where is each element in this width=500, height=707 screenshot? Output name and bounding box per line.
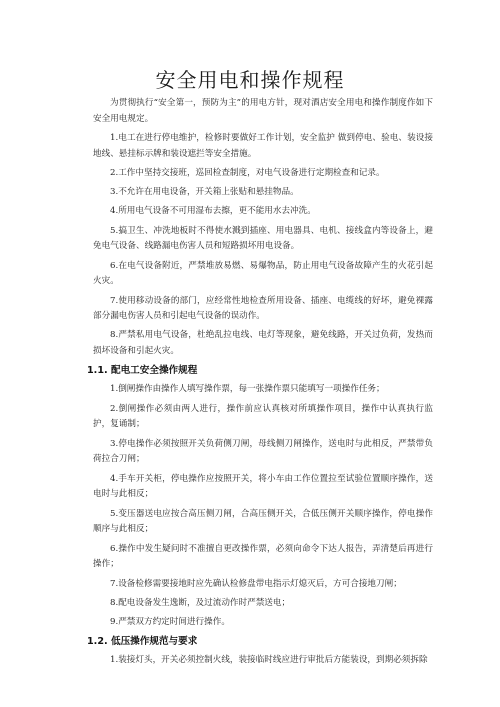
section-item: 4.手车开关柜，停电操作应按照开关，将小车由工作位置拉至试验位置顺序操作，送电时与此相反；	[93, 473, 433, 500]
section-heading: 1.2. 低压操作规范与要求	[87, 636, 198, 648]
section-heading: 1.1. 配电工安全操作规程	[87, 365, 198, 377]
section-item: 2.倒闸操作必须由两人进行，操作前应认真核对所填操作项目，操作中认真执行监护，复诵制；	[93, 403, 433, 430]
section-item: 1.装接灯头，开关必须控制火线，装接临时线应进行审批后方能装设，到期必须拆除	[110, 655, 428, 666]
section-item: 9.严禁双方约定时间进行操作。	[110, 616, 230, 627]
section-item: 8.配电设备发生逸断，及过流动作时严禁送电；	[110, 597, 291, 608]
intro-paragraph: 为贯彻执行“安全第一，预防为主”的用电方针，现对酒店安全用电和操作制度作如下安全用电规定。	[93, 98, 433, 124]
rule-paragraph: 1.电工在进行停电维护，检修时要做好工作计划，安全监护 做到停电、验电、装设接地线、悬挂标示牌和装设遮拦等安全措施。	[93, 132, 433, 159]
rule-paragraph: 2.工作中坚持交接班，巡回检查制度，对电气设备进行定期检查和记录。	[110, 167, 385, 178]
section-item: 6.操作中发生疑问时不准擅自更改操作票，必须向命令下达人报告，弄清楚后再进行操作；	[93, 543, 433, 570]
document-title: 安全用电和操作规程	[155, 68, 345, 92]
rule-paragraph: 8.严禁私用电气设备，杜绝乱拉电线、电灯等现象，避免线路，开关过负荷，发热而损坏设备和引起火灾。	[93, 330, 433, 357]
rule-paragraph: 7.使用移动设备的部门，应经常性地检查所用设备、插座、电缆线的好坏，避免裸露部分漏电伤害人员和引起电气设备的误动作。	[93, 295, 433, 322]
rule-paragraph: 6.在电气设备附近，严禁堆放易燃、易爆物品，防止用电气设备故障产生的火花引起火灾。	[93, 260, 433, 287]
section-item: 1.倒闸操作由操作人填写操作票，每一张操作票只能填写一项操作任务；	[110, 384, 385, 395]
document-body	[87, 96, 433, 672]
rule-paragraph: 5.搞卫生、冲洗地板时不得使水溅到插座、用电器具、电机、接线盒内等设备上，避免电气设备、线路漏电伤害人员和短路损坏用电设备。	[93, 225, 433, 252]
section-item: 7.设备检修需要接地时应先确认检修盘带电指示灯熄灭后，方可合接地刀闸；	[110, 578, 402, 589]
rule-paragraph: 4.所用电气设备不可用湿布去擦，更不能用水去冲洗。	[110, 206, 316, 217]
rule-paragraph: 3.不允许在用电设备，开关箱上张贴和悬挂物品。	[110, 187, 299, 198]
section-item: 5.变压器送电应按合高压侧刀闸，合高压侧开关，合低压侧开关顺序操作，停电操作顺序与此相反；	[93, 508, 433, 535]
section-item: 3.停电操作必须按照开关负荷侧刀闸，母线侧刀闸操作，送电时与此相反，严禁带负荷拉合刀闸；	[93, 438, 433, 465]
